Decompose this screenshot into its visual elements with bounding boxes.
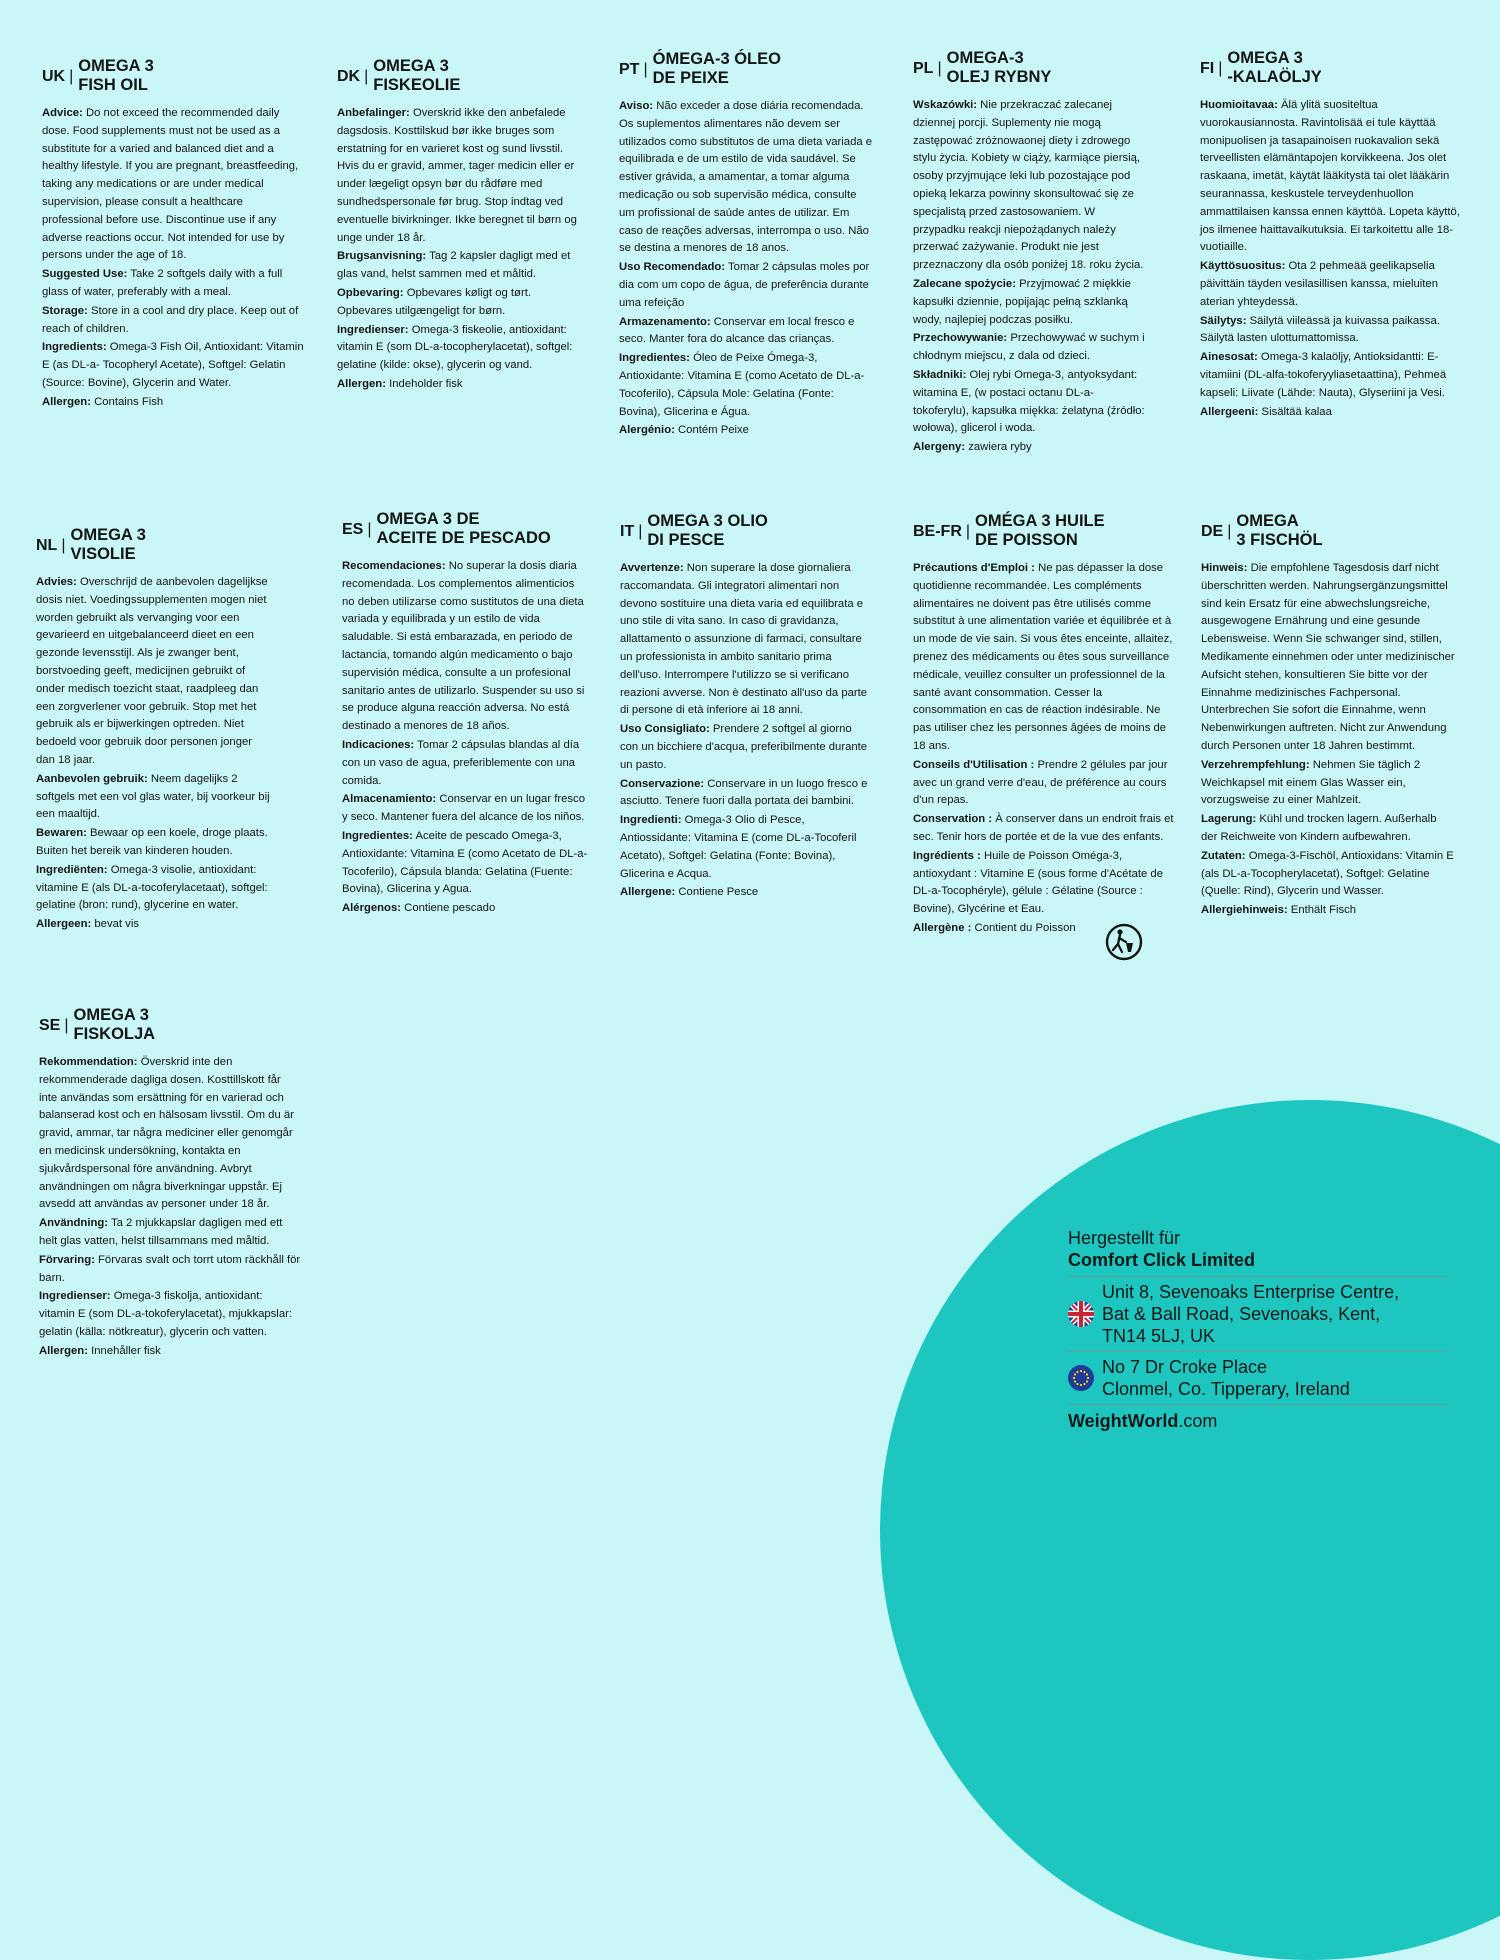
label-section: [42, 105, 304, 265]
section-text: À conserver dans un endroit frais et sec. Tenir hors de portée et de la vue des enfants.: [913, 813, 1174, 843]
language-code-text: ES: [342, 521, 364, 538]
panel-de: [1201, 512, 1455, 921]
section-text: Älä ylitä suositeltua vuorokausiannosta. Ravintolisää ei tule käyttää monipuolisen ja tasapainoisen ruokavalion sekä terveellisten elämäntapojen korvikkeena. Jos olet raskaana, imetät, käytät lääkitystä tai olet lääkärin seurannassa, keskustele terveydenhuollon ammattilaisen kanssa ennen käyttöä. Lopeta käyttö, jos ilmenee haittavaikutuksia. Ei tarkoitettu alle 18-vuotiaille.: [1200, 99, 1460, 254]
section-label: Allergène :: [913, 921, 972, 934]
section-label: Ingredienser:: [337, 323, 409, 336]
panel-fi: [1200, 49, 1470, 422]
section-label: Rekommendation:: [39, 1056, 138, 1068]
label-section: [337, 105, 585, 247]
label-section: [913, 757, 1175, 810]
website-tld: .com: [1178, 1411, 1218, 1431]
label-section: [913, 811, 1175, 847]
section-text: Przyjmować 2 miękkie kapsułki dziennie, popijając pełną szklanką wody, najlepiej podczas posiłku.: [913, 277, 1131, 326]
section-label: Storage:: [42, 304, 88, 317]
language-code: [913, 59, 947, 78]
label-section: [342, 900, 588, 918]
section-label: Ingrediënten:: [36, 863, 108, 876]
section-text: Prendre 2 gélules par jour avec un grand verre d'eau, de préférence au cours d'un repas.: [913, 758, 1168, 807]
section-label: Alérgenos:: [342, 902, 402, 915]
label-section: [42, 394, 304, 412]
language-code-text: PL: [913, 60, 934, 77]
label-section: [913, 97, 1145, 275]
product-title-line: OMEGA 3: [70, 526, 146, 544]
language-code: [620, 522, 647, 541]
section-label: Ingredientes:: [342, 829, 413, 842]
section-text: Huile de Poisson Oméga-3, antioxydant : Vitamine E (sous forme d'Acétate de DL-a-Tocophéryle), gélule : Gélatine (Source : Bovine), Glycérine et Eau.: [913, 849, 1163, 916]
product-title-line: OMEGA: [1236, 512, 1299, 530]
section-text: Ta 2 mjukkapslar dagligen med ett helt glas vatten, helst tillsammans med måltid.: [39, 1217, 283, 1247]
label-section: [1201, 811, 1455, 847]
section-text: Die empfohlene Tagesdosis darf nicht überschritten werden. Nahrungsergänzungsmittel sind kein Ersatz für eine abwechslungsreiche, ausgewogene Ernährung und eine gesunde Lebensweise. Wenn Sie schwanger sind, stillen, Medikamente einnehmen oder unter medizinischer Aufsicht stehen, konsultieren Sie bitte vor der Einnahme medizinisches Fachpersonal. Unterbrechen Sie sofort die Einnahme, wenn Nebenwirkungen auftreten. Nicht zur Anwendung durch Personen unter 18 Jahren bestimmt.: [1201, 562, 1455, 752]
panel-befr: [913, 512, 1175, 939]
section-label: Conseils d'Utilisation :: [913, 758, 1035, 771]
label-section: [1200, 349, 1470, 402]
product-title: [947, 49, 1052, 87]
tidyman-recycle-icon: [1104, 922, 1144, 962]
section-text: Conservar em local fresco e seco. Manter fora do alcance das crianças.: [619, 315, 855, 346]
panel-heading: [1201, 512, 1455, 550]
product-title-line: FISKOLJA: [73, 1025, 156, 1043]
language-code-text: IT: [620, 523, 635, 540]
panel-heading: [39, 1006, 301, 1044]
label-section: [39, 1288, 301, 1341]
separator: |: [1227, 523, 1232, 540]
uk-address-line-3: TN14 5LJ, UK: [1102, 1326, 1216, 1346]
label-section: [913, 330, 1145, 366]
label-section: [342, 828, 588, 899]
product-title-line: ACEITE DE PESCADO: [376, 529, 551, 547]
section-text: Omega-3 fiskolja, antioxidant: vitamin E (som DL-a-tokoferylacetat), mjukkapslar: gelatin (källa: nötkreatur), glycerin och vatten.: [39, 1290, 292, 1338]
separator: |: [1218, 60, 1223, 77]
eu-address-line-1: No 7 Dr Croke Place: [1102, 1357, 1268, 1377]
language-code: [39, 1016, 74, 1035]
section-label: Lagerung:: [1201, 813, 1257, 826]
label-section: [1201, 902, 1455, 920]
panel-heading: [1200, 49, 1470, 87]
section-label: Ainesosat:: [1200, 351, 1258, 364]
section-text: Indeholder fisk: [389, 377, 463, 390]
separator: |: [937, 60, 942, 77]
section-label: Verzehrempfehlung:: [1201, 758, 1310, 771]
label-section: [337, 248, 585, 284]
section-label: Ingrédients :: [913, 849, 981, 862]
panel-uk: [42, 57, 304, 413]
product-title: [70, 526, 145, 564]
label-section: [39, 1252, 301, 1288]
product-title: [1236, 512, 1322, 550]
section-text: Omega-3 visolie, antioxidant: vitamine E (als DL-a-tocoferylacetaat), softgel: gelatine (bron: rund), glycerine en water.: [36, 863, 268, 912]
section-label: Suggested Use:: [42, 268, 128, 281]
product-title-line: FISH OIL: [78, 76, 148, 94]
label-section: [620, 812, 872, 883]
section-label: Recomendaciones:: [342, 560, 446, 572]
label-section: [42, 266, 304, 302]
label-section: [619, 422, 874, 440]
section-label: Conservation :: [913, 813, 993, 826]
separator: |: [364, 68, 369, 85]
section-text: Enthält Fisch: [1290, 904, 1357, 917]
uk-address-line-1: Unit 8, Sevenoaks Enterprise Centre,: [1102, 1282, 1400, 1302]
section-text: Olej rybi Omega-3, antyoksydant: witamina E, (w postaci octanu DL-a-tokoferylu), kapsułka miękka: żelatyna (źródło: wołowa), glicerol i woda.: [913, 368, 1145, 435]
section-text: Opbevares køligt og tørt. Opbevares utilgængeligt for børn.: [337, 286, 531, 317]
label-section: [619, 350, 874, 421]
language-code-text: DK: [337, 68, 361, 85]
section-text: Contiene pescado: [404, 902, 496, 915]
section-label: Avvertenze:: [620, 562, 684, 574]
section-text: Prendere 2 softgel al giorno con un bicchiere d'acqua, preferibilmente durante un pasto.: [620, 723, 868, 771]
eu-address-row: [1068, 1351, 1448, 1404]
label-section: [620, 560, 872, 720]
product-title-line: OMEGA 3 OLIO: [647, 512, 768, 530]
language-code: [337, 67, 373, 86]
label-section: [1200, 97, 1470, 257]
section-label: Précautions d'Emploi :: [913, 562, 1035, 574]
section-text: Do not exceed the recommended daily dose. Food supplements must not be used as a substitute for a varied and balanced diet and a healthy lifestyle. If you are pregnant, breastfeeding, taking any medications or are under medical supervision, please consult a healthcare professional before use. Discontinue use if any adverse reactions occur. Not intended for use by persons under the age of 18.: [42, 107, 299, 262]
section-label: Käyttösuositus:: [1200, 260, 1286, 273]
section-text: Aceite de pescado Omega-3, Antioxidante: Vitamina E (como Acetato de DL-a-Tocoferilo), Cápsula blanda: Gelatina (Fuente: Bovina), Glicerina y Agua.: [342, 829, 588, 896]
section-label: Allergen:: [39, 1344, 88, 1357]
section-text: Contém Peixe: [678, 424, 749, 437]
panel-heading: [913, 512, 1175, 550]
label-section: [36, 916, 274, 934]
section-label: Allergene:: [620, 886, 676, 899]
section-label: Huomioitavaa:: [1200, 99, 1278, 111]
language-code-text: SE: [39, 1017, 61, 1034]
label-section: [36, 862, 274, 915]
section-text: Bewaar op een koele, droge plaats. Buiten het bereik van kinderen houden.: [36, 827, 268, 857]
panel-heading: [620, 512, 872, 550]
section-label: Hinweis:: [1201, 562, 1248, 574]
section-label: Allergiehinweis:: [1201, 904, 1288, 917]
separator: |: [643, 61, 648, 78]
language-code: [42, 67, 78, 86]
section-text: Tomar 2 cápsulas moles por dia com um copo de água, de preferência durante uma refeição: [619, 261, 870, 309]
section-text: Nehmen Sie täglich 2 Weichkapsel mit einem Glas Wasser ein, vorzugsweise zu einer Mahlzeit.: [1201, 758, 1421, 807]
language-code-text: NL: [36, 537, 58, 554]
label-section: [342, 737, 588, 790]
company-name: Comfort Click Limited: [1068, 1250, 1256, 1270]
language-code-text: DE: [1201, 523, 1224, 540]
section-label: Ingredientes:: [619, 352, 690, 365]
section-label: Uso Recomendado:: [619, 261, 726, 274]
label-section: [36, 771, 274, 824]
product-title: [647, 512, 767, 550]
panel-se: [39, 1006, 301, 1362]
product-title-line: OMEGA 3: [373, 57, 449, 75]
language-code: [619, 60, 653, 79]
product-title-line: OMEGA 3: [78, 57, 154, 75]
section-label: Förvaring:: [39, 1253, 95, 1266]
label-section: [913, 848, 1175, 919]
label-section: [1201, 757, 1455, 810]
label-section: [913, 367, 1145, 438]
section-label: Allergeeni:: [1200, 405, 1259, 418]
section-label: Zalecane spożycie:: [913, 277, 1016, 290]
label-section: [337, 322, 585, 375]
label-section: [913, 439, 1145, 457]
product-title: [1227, 49, 1321, 87]
separator: |: [64, 1017, 69, 1034]
section-text: Ne pas dépasser la dose quotidienne recommandée. Les compléments alimentaires ne doivent pas être utilisés comme substitut à une alimentation variée et équilibrée et à un mode de vie sain. Si vous êtes enceinte, allaitez, prenez des médicaments ou êtes sous surveillance médicale, veuillez consulter un professionnel de la santé avant consommation. Cesser la consommation en cas de réaction indésirable. Ne pas utiliser chez les personnes âgées de moins de 18 ans.: [913, 562, 1173, 752]
language-code: [1200, 59, 1227, 78]
separator: |: [367, 521, 372, 538]
label-section: [36, 574, 274, 770]
panel-heading: [342, 510, 588, 548]
language-code-text: FI: [1200, 60, 1215, 77]
label-section: [42, 303, 304, 339]
label-section: [42, 339, 304, 392]
label-section: [337, 376, 585, 394]
product-title-line: DE POISSON: [975, 531, 1078, 549]
section-label: Ingredienser:: [39, 1290, 111, 1303]
section-label: Almacenamiento:: [342, 793, 437, 806]
section-text: Innehåller fisk: [91, 1344, 161, 1357]
uk-address-row: [1068, 1276, 1448, 1351]
section-text: Kühl und trocken lagern. Außerhalb der Reichweite von Kindern aufbewahren.: [1201, 813, 1437, 843]
uk-flag-icon: [1068, 1301, 1094, 1327]
section-text: Sisältää kalaa: [1261, 405, 1332, 418]
label-section: [342, 558, 588, 736]
panel-nl: [36, 526, 274, 935]
website[interactable]: [1068, 1404, 1448, 1432]
section-text: Contiene Pesce: [678, 886, 759, 899]
language-code: [1201, 522, 1236, 541]
label-section: [619, 314, 874, 350]
section-label: Przechowywanie:: [913, 332, 1008, 345]
section-text: Conservare in un luogo fresco e asciutto. Tenere fuori dalla portata dei bambini.: [620, 777, 868, 808]
section-text: Overskrid ikke den anbefalede dagsdosis. Kosttilskud bør ikke bruges som erstatning for en varieret kost og sund livsstil. Hvis du er gravid, ammer, tager medicin eller er under lægeligt opsyn bør du rådføre med sundhedspersonale før brug. Stop indtag ved eventuelle bivirkninger. Ikke beregnet til børn og unge under 18 år.: [337, 107, 577, 244]
made-for-label: Hergestellt für: [1068, 1228, 1181, 1248]
section-text: Omega-3 fiskeolie, antioxidant: vitamin E (som DL-a-tocopherylacetat), softgel: gelatine (kilde: okse), glycerin og vand.: [337, 323, 573, 372]
product-title: [74, 1006, 156, 1044]
section-label: Allergeen:: [36, 918, 92, 931]
label-section: [620, 776, 872, 812]
label-section: [342, 791, 588, 827]
section-label: Wskazówki:: [913, 99, 978, 111]
label-section: [1200, 258, 1470, 311]
language-code-text: BE-FR: [913, 523, 962, 540]
section-text: Take 2 softgels daily with a full glass of water, preferably with a meal.: [42, 268, 283, 298]
section-text: Överskrid inte den rekommenderade dagliga dosen. Kosttillskott får inte användas som ersättning för en varierad och balanserad kost och en hälsosam livsstil. Om du är gravid, ammar, tar några mediciner eller genomgår en medicinsk undersökning, kontakta en sjukvårdspersonal före användning. Avbryt användningen om några biverkningar uppstår. Ej avsedd att användas av personer under 18 år.: [39, 1056, 294, 1211]
section-label: Ingredienti:: [620, 814, 682, 827]
label-section: [39, 1054, 301, 1214]
section-text: Förvaras svalt och torrt utom räckhåll för barn.: [39, 1253, 301, 1284]
product-title-line: FISKEOLIE: [373, 76, 461, 94]
label-section: [1201, 848, 1455, 901]
panel-it: [620, 512, 872, 903]
section-text: Tag 2 kapsler dagligt med et glas vand, helst sammen med et måltid.: [337, 250, 571, 281]
section-text: bevat vis: [94, 918, 139, 931]
panel-heading: [42, 57, 304, 95]
product-title: [78, 57, 153, 95]
language-code-text: UK: [42, 68, 66, 85]
eu-flag-icon: [1068, 1365, 1094, 1391]
label-section: [620, 721, 872, 774]
section-label: Alergénio:: [619, 424, 675, 437]
product-title-line: OLEJ RYBNY: [946, 68, 1052, 86]
panel-pt: [619, 50, 874, 441]
section-label: Anbefalinger:: [337, 107, 410, 119]
product-title-line: OMÉGA 3 HUILE: [975, 512, 1105, 530]
label-section: [1200, 404, 1470, 422]
website-brand: WeightWorld: [1068, 1411, 1179, 1431]
section-text: Nie przekraczać zalecanej dziennej porcji. Suplementy nie mogą zastępować zróżnowaonej diety i zdrowego stylu życia. Kobiety w ciąży, karmiące piersią, osoby przyjmujące leki lub pozostające pod opieką lekarza powinny skonsultować się ze specjalistą przed zastosowaniem. W przypadku reakcji niepożądanych należy przerwać zażywanie. Produkt nie jest przeznaczony dla osób poniżej 18. roku życia.: [913, 99, 1144, 272]
section-text: Omega-3-Fischöl, Antioxidans: Vitamin E (als DL-a-Tocopherylacetat), Softgel: Gelatine (Quelle: Rind), Glycerin und Wasser.: [1201, 849, 1454, 898]
section-label: Allergen:: [337, 377, 386, 390]
panel-heading: [36, 526, 274, 564]
section-text: Conservar en un lugar fresco y seco. Mantener fuera del alcance de los niños.: [342, 793, 585, 824]
panel-heading: [619, 50, 874, 88]
product-title-line: -KALAÖLJY: [1227, 68, 1322, 86]
section-label: Aanbevolen gebruik:: [36, 772, 148, 785]
section-text: Omega-3 kalaöljy, Antioksidantti: E-vitamiini (DL-alfa-tokoferyyliasetaattina), Pehmeä kapseli: Liivate (Lähde: Nauta), Glyseriini ja Vesi.: [1200, 351, 1447, 399]
section-label: Användning:: [39, 1217, 109, 1230]
section-label: Advies:: [36, 576, 77, 588]
section-label: Zutaten:: [1201, 849, 1246, 862]
panel-heading: [913, 49, 1145, 87]
label-section: [619, 98, 874, 258]
language-code-text: PT: [619, 61, 640, 78]
product-title: [975, 512, 1105, 550]
label-section: [39, 1343, 301, 1361]
section-label: Advice:: [42, 107, 83, 119]
product-title-line: OMEGA-3: [946, 49, 1024, 67]
language-code: [913, 522, 975, 541]
product-title-line: OMEGA 3: [1227, 49, 1303, 67]
section-label: Uso Consigliato:: [620, 723, 710, 736]
product-title: [653, 50, 781, 88]
section-text: No superar la dosis diaria recomendada. Los complementos alimenticios no deben utilizarse como sustitutos de una dieta variada y equilibrada y un estilo de vida saludable. Si está embarazada, en periodo de lactancia, tomando algún medicamento o bajo supervisión médica, consulte a un profesional sanitario antes de utilizarlo. Suspender su uso si se produce alguna reacción adversa. No está destinado a menores de 18 años.: [342, 560, 585, 733]
section-label: Alergeny:: [913, 441, 966, 454]
section-label: Conservazione:: [620, 777, 705, 790]
section-text: Contains Fish: [94, 395, 164, 408]
eu-address-line-2: Clonmel, Co. Tipperary, Ireland: [1102, 1379, 1350, 1399]
label-section: [36, 825, 274, 861]
label-section: [337, 285, 585, 321]
label-section: [1200, 313, 1470, 349]
product-title-line: OMEGA 3 DE: [376, 510, 480, 528]
product-title-line: DI PESCE: [647, 531, 725, 549]
label-section: [39, 1215, 301, 1251]
section-text: Przechowywać w suchym i chłodnym miejscu, z dala od dzieci.: [913, 332, 1145, 363]
product-title: [377, 510, 551, 548]
section-label: Bewaren:: [36, 827, 87, 840]
manufacturer-block: [1068, 1227, 1448, 1432]
section-label: Ingredients:: [42, 341, 107, 354]
section-label: Składniki:: [913, 368, 967, 381]
product-title: [373, 57, 460, 95]
product-title-line: ÓMEGA-3 ÓLEO: [652, 50, 781, 68]
section-label: Opbevaring:: [337, 286, 404, 299]
product-title-line: 3 FISCHÖL: [1236, 531, 1323, 549]
product-title-line: DE PEIXE: [652, 69, 729, 87]
section-text: Non superare la dose giornaliera raccomandata. Gli integratori alimentari non devono sostituire una dieta varia ed equilibrata e uno stile di vita sano. In caso di gravidanza, allattamento o assunzione di farmaci, consultare un professionista in ambito sanitario prima dell'uso. Interrompere l'utilizzo se si verificano reazioni avverse. Non è destinato all'uso da parte di persone di età inferiore ai 18 anni.: [620, 562, 868, 717]
section-label: Armazenamento:: [619, 315, 711, 328]
label-section: [619, 259, 874, 312]
section-text: Neem dagelijks 2 softgels met een vol glas water, bij voorkeur bij een maaltijd.: [36, 772, 270, 821]
label-section: [620, 884, 872, 902]
section-text: zawiera ryby: [968, 441, 1032, 454]
section-label: Brugsanvisning:: [337, 250, 427, 263]
section-text: Store in a cool and dry place. Keep out of reach of children.: [42, 304, 299, 335]
section-text: Omega-3 Olio di Pesce, Antiossidante: Vitamina E (come DL-a-Tocoferil Acetato), Softgel: Gelatina (Fonte: Bovina), Glicerina e Acqua.: [620, 814, 857, 880]
separator: |: [638, 523, 643, 540]
section-text: Não exceder a dose diária recomendada. Os suplementos alimentares não devem ser utilizados como substitutos de uma dieta variada e equilibrada e de um estilo de vida saudável. Se estiver grávida, a amamentar, a tomar alguma medicação ou sob supervisão médica, consulte um profissional de saúde antes de utilizar. Em caso de reações adversas, interrompa o uso. Não se destina a menores de 18 anos.: [619, 100, 873, 255]
panel-heading: [337, 57, 585, 95]
panel-pl: [913, 49, 1145, 458]
label-section: [913, 560, 1175, 756]
section-text: Tomar 2 cápsulas blandas al día con un vaso de agua, preferiblemente con una comida.: [342, 738, 580, 787]
uk-address-line-2: Bat & Ball Road, Sevenoaks, Kent,: [1102, 1304, 1381, 1324]
section-text: Ota 2 pehmeää geelikapselia päivittäin täyden vesilasillisen kanssa, mieluiten aterian yhteydessä.: [1200, 260, 1438, 308]
section-text: Óleo de Peixe Ómega-3, Antioxidante: Vitamina E (como Acetato de DL-a-Tocoferilo), Cápsula Mole: Gelatina (Fonte: Bovina), Glicerina e Água.: [619, 352, 865, 418]
product-title-line: OMEGA 3: [73, 1006, 149, 1024]
section-text: Overschrijd de aanbevolen dagelijkse dosis niet. Voedingssupplementen mogen niet worden gebruikt als vervanging voor een gevarieerd en uitgebalanceerd dieet en een gezonde levensstijl. Als je zwanger bent, borstvoeding geeft, medicijnen gebruikt of onder medisch toezicht staat, raadpleeg dan een zorgverlener voor gebruik. Stop met het gebruik als er bijwerkingen optreden. Niet bedoeld voor gebruik door personen jonger dan 18 jaar.: [36, 576, 268, 766]
separator: |: [965, 523, 971, 540]
separator: |: [69, 68, 74, 85]
panel-dk: [337, 57, 585, 395]
panel-es: [342, 510, 588, 919]
section-text: Omega-3 Fish Oil, Antioxidant: Vitamin E (as DL-a- Tocopheryl Acetate), Softgel: Gelatin (Source: Bovine), Glycerin and Water.: [42, 341, 304, 389]
separator: |: [61, 537, 66, 554]
section-text: Säilytä viileässä ja kuivassa paikassa. Säilytä lasten ulottumattomissa.: [1200, 314, 1440, 345]
label-section: [1201, 560, 1455, 756]
section-label: Indicaciones:: [342, 738, 415, 751]
language-code: [342, 520, 377, 539]
section-label: Säilytys:: [1200, 314, 1247, 327]
product-title-line: VISOLIE: [70, 545, 136, 563]
section-text: Contient du Poisson: [974, 921, 1076, 934]
section-label: Aviso:: [619, 100, 654, 112]
language-code: [36, 536, 70, 555]
section-label: Allergen:: [42, 395, 91, 408]
label-section: [913, 276, 1145, 329]
